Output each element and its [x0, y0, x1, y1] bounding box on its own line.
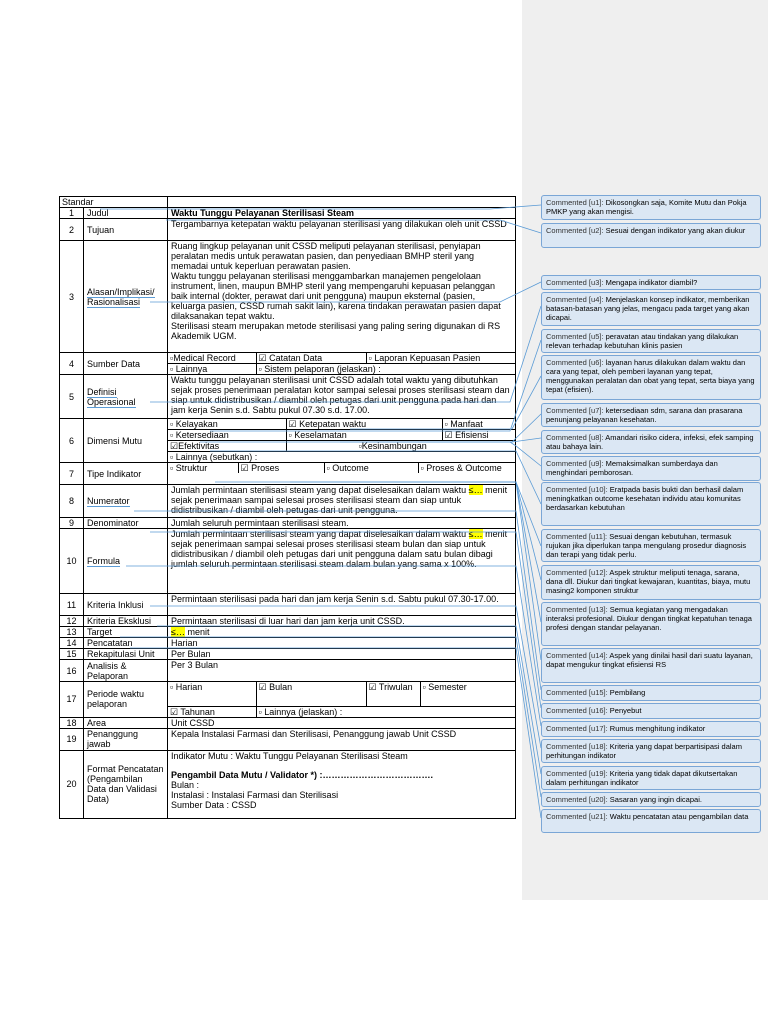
comment-card[interactable]: Commented [u7]: ketersediaan sdm, sarana dan prasarana penunjang pelayanan kesehatan. — [541, 403, 761, 427]
row-value: Tergambarnya ketepatan waktu pelayanan sterilisasi yang dilakukan oleh unit CSSD — [168, 219, 516, 241]
indicator-table — [59, 196, 516, 819]
table-row — [60, 649, 516, 660]
row-label: Formula — [84, 529, 168, 594]
table-row — [60, 717, 516, 728]
format-line: Pengambil Data Mutu / Validator *) :………………………………. — [171, 769, 434, 780]
row-label: Tipe Indikator — [84, 463, 168, 485]
row-number: 19 — [60, 728, 84, 750]
comment-card[interactable]: Commented [u19]: Kriteria yang tidak dapat dikutsertakan dalam perhitungan indikator — [541, 766, 761, 790]
checkbox-laporan-kepuasan[interactable]: ▫ Laporan Kepuasan Pasien — [366, 353, 515, 364]
row-label: Analisis & Pelaporan — [84, 660, 168, 682]
checkbox-medical-record[interactable]: ▫Medical Record — [170, 353, 236, 363]
row-label: Dimensi Mutu — [84, 419, 168, 463]
comment-card[interactable]: Commented [u5]: peravatan atau tindakan yang dilakukan relevan terhadap kebutuhan klinis pasien — [541, 329, 761, 353]
checkbox-efisiensi[interactable]: ☑ Efisiensi — [442, 430, 515, 441]
row-number: 18 — [60, 717, 84, 728]
row-label: Alasan/Implikasi/ Rasionalisasi — [84, 241, 168, 353]
row-label: Judul — [84, 208, 168, 219]
table-row — [60, 594, 516, 616]
row-label: Format Pencatatan (Pengambilan Data dan Validasi Data) — [84, 750, 168, 818]
comment-card[interactable]: Commented [u6]: layanan harus dilakukan dalam waktu dan cara yang tepat, oleh pemberi layanan yang tepat, menggunakan peralatan dan obat yang tepat, serta biaya yang tepat (efisien). — [541, 355, 761, 400]
table-row — [60, 208, 516, 219]
sumber-data-options — [168, 353, 516, 375]
checkbox-harian[interactable]: ▫ Harian — [170, 682, 203, 692]
table-row — [60, 529, 516, 594]
row-number: 15 — [60, 649, 84, 660]
numerator-value: Jumlah permintaan sterilisasi steam yang dapat diselesaikan dalam waktu ≤… menit sejak penerimaan sampai selesai proses sterilisasi steam dan siap untuk didistribusikan / diambil oleh petugas dari unit pengguna. — [168, 485, 516, 518]
comment-card[interactable]: Commented [u21]: Waktu pencatatan atau pengambilan data — [541, 809, 761, 833]
row-number: 10 — [60, 529, 84, 594]
row-label: Penanggung jawab — [84, 728, 168, 750]
checkbox-kesinambungan[interactable]: ▫Kesinambungan — [286, 441, 515, 452]
row-number: 20 — [60, 750, 84, 818]
row-number: 5 — [60, 375, 84, 419]
format-line: Sumber Data : CSSD — [171, 799, 257, 810]
comment-card[interactable]: Commented [u4]: Menjelaskan konsep indikator, memberikan batasan-batasan yang jelas, mengacu pada target yang akan dicapai. — [541, 292, 761, 326]
row-label: Area — [84, 717, 168, 728]
row-label: Kriteria Eksklusi — [84, 616, 168, 627]
checkbox-catatan-data[interactable]: ☑ Catatan Data — [256, 353, 366, 364]
row-number: 8 — [60, 485, 84, 518]
checkbox-proses-outcome[interactable]: ▫ Proses & Outcome — [418, 463, 515, 473]
comment-card[interactable]: Commented [u15]: Pembilang — [541, 685, 761, 701]
row-number: 16 — [60, 660, 84, 682]
row-value: Per 3 Bulan — [168, 660, 516, 682]
row-number: 12 — [60, 616, 84, 627]
standar-header: Standar — [60, 197, 168, 208]
row-value: Kepala Instalasi Farmasi dan Sterilisasi, Penanggung jawab Unit CSSD — [168, 728, 516, 750]
row-value: Permintaan sterilisasi pada hari dan jam kerja Senin s.d. Sabtu pukul 07.30-17.00. — [168, 594, 516, 616]
table-row — [60, 375, 516, 419]
comment-card[interactable]: Commented [u20]: Sasaran yang ingin dicapai. — [541, 792, 761, 807]
format-line: Indikator Mutu : Waktu Tunggu Pelayanan Sterilisasi Steam — [171, 750, 408, 761]
format-line: Bulan : — [171, 779, 200, 790]
table-row — [60, 682, 516, 718]
row-value: Ruang lingkup pelayanan unit CSSD meliputi pelayanan sterilisasi, penyiapan peralatan medis untuk perawatan pasien, dan penyediaan BMHP steril yang memadai untuk keperluan perawatan pasien. Waktu tunggu pelayanan sterilisasi menggambarkan manajemen pengelolaan instrument, linen, maupun BMHP steril yang mempengaruhi kepuasan pelanggan baik internal (dokter, perawat dari unit pengguna) maupun eksternal (pasien, keluarga pasien, CSSD rumah sakit lain), karena tindakan perawatan pasien dapat dilaksanakan tepat waktu. Sterilisasi steam merupakan metode sterilisasi yang paling sering digunakan di RS Akademik UGM. — [168, 241, 516, 353]
comment-card[interactable]: Commented [u1]: Dikosongkan saja, Komite Mutu dan Pokja PMKP yang akan mengisi. — [541, 195, 761, 220]
row-value: Permintaan sterilisasi di luar hari dan jam kerja unit CSSD. — [168, 616, 516, 627]
format-line: Instalasi : Instalasi Farmasi dan Sterilisasi — [171, 789, 339, 800]
checkbox-efektivitas[interactable]: ☑Efektivitas — [168, 441, 286, 452]
checkbox-triwulan[interactable]: ☑ Triwulan — [366, 682, 420, 706]
table-row — [60, 419, 516, 463]
checkbox-lainnya-sebutkan[interactable]: ▫ Lainnya (sebutkan) : — [168, 452, 515, 463]
comment-card[interactable]: Commented [u17]: Rumus menghitung indikator — [541, 721, 761, 737]
row-label: Numerator — [84, 485, 168, 518]
checkbox-lainnya-jelaskan[interactable]: ▫ Lainnya (jelaskan) : — [256, 706, 515, 717]
comment-card[interactable]: Commented [u18]: Kriteria yang dapat berpartisipasi dalam perhitungan indikator — [541, 739, 761, 763]
table-row — [60, 728, 516, 750]
comment-card[interactable]: Commented [u16]: Penyebut — [541, 703, 761, 719]
table-row — [60, 627, 516, 638]
row-label: Kriteria Inklusi — [84, 594, 168, 616]
checkbox-bulan[interactable]: ☑ Bulan — [256, 682, 366, 706]
row-label: Periode waktu pelaporan — [84, 682, 168, 718]
comment-card[interactable]: Commented [u2]: Sesuai dengan indikator yang akan diukur — [541, 223, 761, 248]
row-label: Pencatatan — [84, 638, 168, 649]
comment-card[interactable]: Commented [u11]: Sesuai dengan kebutuhan, termasuk rujukan jika diperlukan tanpa mengulang prosedur diagnosis dan terapi yang tidak perlu. — [541, 529, 761, 562]
checkbox-struktur[interactable]: ▫ Struktur — [170, 463, 208, 473]
checkbox-ketepatan-waktu[interactable]: ☑ Ketepatan waktu — [286, 419, 442, 430]
checkbox-tahunan[interactable]: ☑ Tahunan — [168, 706, 256, 717]
row-number: 3 — [60, 241, 84, 353]
checkbox-keselamatan[interactable]: ▫ Keselamatan — [286, 430, 442, 441]
table-row — [60, 638, 516, 649]
row-label: Denominator — [84, 518, 168, 529]
table-row — [60, 518, 516, 529]
checkbox-outcome[interactable]: ▫ Outcome — [324, 463, 418, 473]
checkbox-manfaat[interactable]: ▫ Manfaat — [442, 419, 515, 430]
comment-card[interactable]: Commented [u3]: Mengapa indikator diambil? — [541, 275, 761, 290]
row-value: Jumlah seluruh permintaan sterilisasi steam. — [168, 518, 516, 529]
table-row — [60, 241, 516, 353]
table-row — [60, 463, 516, 485]
row-value: Waktu tunggu pelayanan sterilisasi unit CSSD adalah total waktu yang dibutuhkan sejak proses penerimaan peralatan kotor sampai selesai proses sterilisasi steam dan siap untuk didistribusikan / diambil oleh petugas dari unit pengguna pada hari dan jam kerja Senin s.d. Sabtu pukul 07.30 s.d. 17.00. — [168, 375, 516, 419]
row-number: 14 — [60, 638, 84, 649]
row-number: 1 — [60, 208, 84, 219]
comment-card[interactable]: Commented [u8]: Amandari risiko cidera, infeksi, efek samping atau bahaya lain. — [541, 430, 761, 454]
comment-card[interactable]: Commented [u9]: Memaksimalkan sumberdaya dan menghindari pemborosan. — [541, 456, 761, 481]
row-number: 11 — [60, 594, 84, 616]
comment-card[interactable]: Commented [u14]: Aspek yang dinilai hasil dari suatu layanan, dapat mengukur tingkat efisiensi RS — [541, 648, 761, 683]
row-label: Target — [84, 627, 168, 638]
row-label: Tujuan — [84, 219, 168, 241]
checkbox-ketersediaan[interactable]: ▫ Ketersediaan — [168, 430, 286, 441]
checkbox-semester[interactable]: ▫ Semester — [420, 682, 515, 706]
table-row — [60, 750, 516, 818]
formula-value: Jumlah permintaan sterilisasi steam yang dapat diselesaikan dalam waktu ≤… menit sejak penerimaan sampai selesai proses sterilisasi steam bulan dan siap untuk didistribusikan / diambil oleh petugas dari unit pengguna dalam satu bulan dibagi jumlah seluruh permintaan sterilisasi steam dalam bulan yang sama x 100%. — [168, 529, 516, 594]
periode-options — [168, 682, 516, 718]
row-value: Harian — [168, 638, 516, 649]
comment-card[interactable]: Commented [u12]: Aspek struktur meliputi tenaga, sarana, dana dll. Diukur dari tingkat kewajaran, kuantitas, biaya, mutu masing2 komponen struktur — [541, 565, 761, 600]
table-row — [60, 616, 516, 627]
table-row — [60, 660, 516, 682]
row-number: 9 — [60, 518, 84, 529]
table-row — [60, 485, 516, 518]
format-pencatatan-value — [168, 750, 516, 818]
table-row — [60, 219, 516, 241]
comment-card[interactable]: Commented [u13]: Semua kegiatan yang mengadakan interaksi profesional. Diukur dengan tingkat kepatuhan tenaga profesi dengan standar pelayanan. — [541, 602, 761, 646]
checkbox-lainnya[interactable]: ▫ Lainnya — [168, 364, 256, 375]
row-number: 7 — [60, 463, 84, 485]
row-number: 13 — [60, 627, 84, 638]
tipe-indikator-options — [168, 463, 516, 485]
row-number: 2 — [60, 219, 84, 241]
comment-card[interactable]: Commented [u10]: Eratpada basis bukti dan berhasil dalam meningkatkan outcome kesehatan individu atau komunitas berdasarkan kebutuhan — [541, 482, 761, 526]
row-label: Rekapitulasi Unit — [84, 649, 168, 660]
row-number: 6 — [60, 419, 84, 463]
checkbox-sistem-pelaporan[interactable]: ▫ Sistem pelaporan (jelaskan) : — [256, 364, 515, 375]
row-number: 17 — [60, 682, 84, 718]
standar-header-value — [168, 197, 516, 208]
dimensi-mutu-options — [168, 419, 516, 463]
judul-value: Waktu Tunggu Pelayanan Sterilisasi Steam — [168, 208, 516, 219]
checkbox-kelayakan[interactable]: ▫ Kelayakan — [170, 419, 218, 429]
table-row — [60, 353, 516, 375]
target-value: ≤… menit — [168, 627, 516, 638]
row-value: Unit CSSD — [168, 717, 516, 728]
row-label: Definisi Operasional — [84, 375, 168, 419]
row-label: Sumber Data — [84, 353, 168, 375]
row-number: 4 — [60, 353, 84, 375]
checkbox-proses[interactable]: ☑ Proses — [238, 463, 324, 473]
row-value: Per Bulan — [168, 649, 516, 660]
